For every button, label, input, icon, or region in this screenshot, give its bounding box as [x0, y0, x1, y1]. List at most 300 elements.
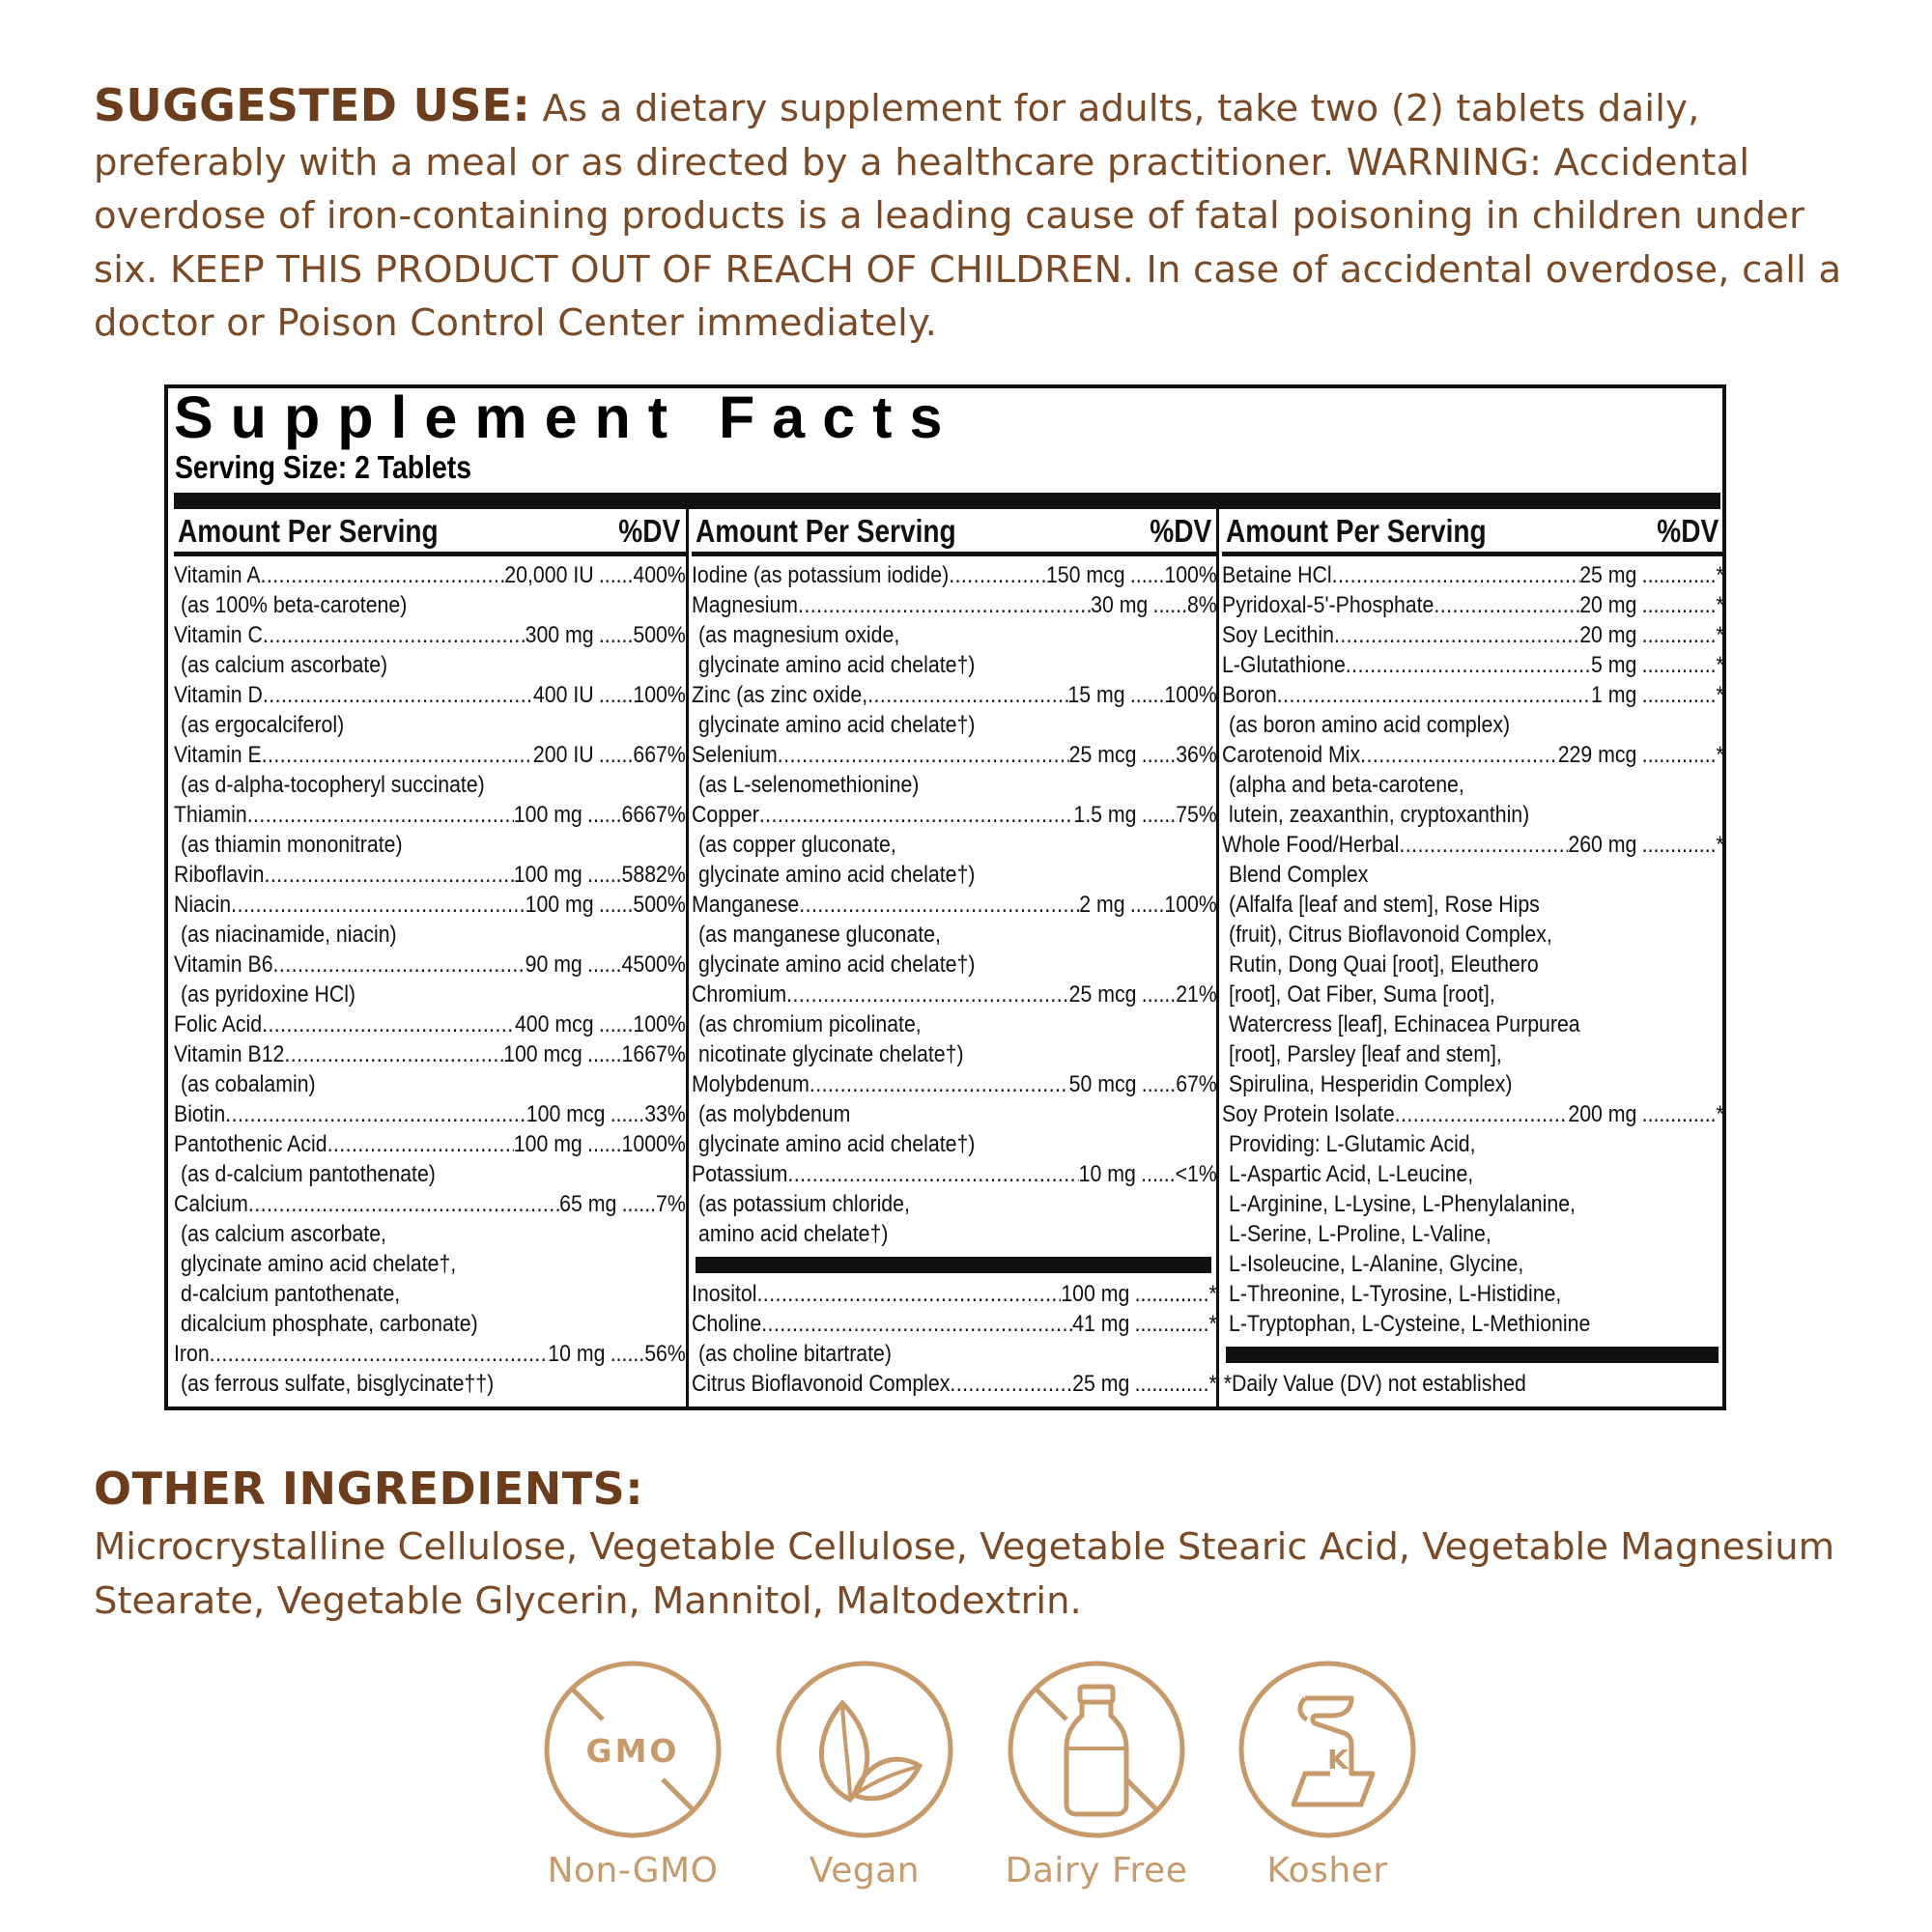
nutrient-name: Pyridoxal-5'-Phosphate: [1222, 592, 1435, 618]
nutrient-amount: 41 mg: [1072, 1311, 1130, 1337]
nutrient-dv: *: [1716, 562, 1724, 588]
nutrient-row: [692, 1369, 1217, 1399]
nutrient-source: L-Arginine, L-Lysine, L-Phenylalanine,: [1229, 1191, 1576, 1217]
nutrient-name: Vitamin B6: [174, 952, 273, 978]
daily-value-footnote: *Daily Value (DV) not established: [1223, 1371, 1526, 1397]
nutrient-name: Riboflavin: [174, 862, 265, 888]
leader-dots: [1277, 680, 1591, 710]
column-header: [692, 508, 1217, 556]
nutrient-row: [1222, 740, 1724, 770]
suggested-use-text: As a dietary supplement for adults, take two (2) tablets daily, preferably with a meal or as directed by a healthcare practitioner. WARNING: Accidental overdose of iron-containing products is a leading cause of fatal poisoning in children under six. KEEP THIS PRODUCT OUT OF REACH OF CHILDREN. In case of accidental overdose, call a doctor or Poison Control Center immediately.: [94, 87, 1842, 345]
nutrient-name: Pantothenic Acid: [174, 1131, 327, 1157]
supplement-facts-panel: [164, 384, 1726, 1410]
nutrient-source: (as thiamin mononitrate): [181, 832, 403, 858]
leader-dots: [225, 1099, 526, 1129]
nutrient-dv: 33%: [644, 1101, 686, 1127]
nutrient-list: [692, 556, 1217, 1399]
nutrient-source: (as chromium picolinate,: [698, 1011, 922, 1037]
nutrient-dv: 1000%: [621, 1131, 686, 1157]
nutrient-source-line: [174, 590, 693, 620]
nutrient-source: L-Aspartic Acid, L-Leucine,: [1229, 1161, 1474, 1187]
leader-dots: ......: [598, 1011, 634, 1037]
nutrient-source-line: [692, 1009, 1224, 1039]
nutrient-source: nicotinate glycinate chelate†): [698, 1041, 964, 1067]
nutrient-source-line: [692, 920, 1224, 950]
nutrient-source-line: [1222, 980, 1731, 1009]
nutrient-amount: 200 mg: [1568, 1101, 1637, 1127]
nutrient-source-line: [1222, 890, 1731, 920]
nutrient-amount: 260 mg: [1568, 832, 1637, 858]
leader-dots: [786, 980, 1068, 1009]
leader-dots: ......: [587, 1131, 622, 1157]
nutrient-row: [174, 1189, 686, 1219]
nutrient-source: L-Isoleucine, L-Alanine, Glycine,: [1229, 1251, 1524, 1277]
nutrient-source-line: [1222, 950, 1731, 980]
nutrient-amount: 100 mg: [1061, 1281, 1130, 1307]
nutrient-amount: 10 mg: [548, 1341, 606, 1367]
nutrient-name: Choline: [692, 1311, 762, 1337]
leader-dots: .............: [1641, 562, 1717, 588]
nutrient-source-line: [174, 1219, 693, 1249]
nutrient-source: Providing: L-Glutamic Acid,: [1229, 1131, 1476, 1157]
nutrient-dv: *: [1716, 682, 1724, 708]
nutrient-source: [root], Oat Fiber, Suma [root],: [1229, 981, 1495, 1008]
nutrient-row: [174, 890, 686, 920]
nutrient-source-line: [174, 1159, 693, 1189]
leader-dots: ......: [1141, 742, 1177, 768]
nutrient-source: (as calcium ascorbate): [181, 652, 388, 678]
nutrient-source: lutein, zeaxanthin, cryptoxanthin): [1229, 802, 1530, 828]
nutrient-source-line: [692, 1339, 1224, 1369]
nutrient-name: Molybdenum: [692, 1071, 810, 1097]
nutrient-row: [174, 860, 686, 890]
nutrient-source: (as potassium chloride,: [698, 1191, 910, 1217]
nutrient-row: [692, 680, 1217, 710]
nutrient-source-line: [692, 1189, 1224, 1219]
nutrient-name: Whole Food/Herbal: [1222, 832, 1400, 858]
nutrient-row: [692, 1279, 1217, 1309]
nutrient-source-line: [174, 770, 693, 800]
nutrient-amount: 10 mg: [1078, 1161, 1136, 1187]
nutrient-name: Inositol: [692, 1281, 757, 1307]
nutrient-amount: 5 mg: [1591, 652, 1637, 678]
nutrient-dv: *: [1716, 622, 1724, 648]
nutrient-source: (as boron amino acid complex): [1229, 712, 1511, 738]
nutrient-source: glycinate amino acid chelate†): [698, 712, 976, 738]
amount-per-serving-label: Amount Per Serving: [696, 513, 956, 549]
badge-label: Vegan: [809, 1851, 921, 1890]
nutrient-amount: 25 mg: [1072, 1371, 1130, 1397]
header-rule: [174, 493, 1720, 509]
leader-dots: [1334, 620, 1579, 650]
nutrient-dv: *: [1716, 832, 1724, 858]
leader-dots: [950, 1369, 1072, 1399]
leader-dots: ......: [1152, 592, 1188, 618]
vegan-leaf-icon: [775, 1660, 954, 1839]
certification-badges: [0, 1660, 1932, 1901]
nutrient-source-line: [1222, 1009, 1731, 1039]
nutrient-name: Copper: [692, 802, 759, 828]
nutrient-row: [692, 1309, 1217, 1339]
leader-dots: ......: [598, 682, 634, 708]
nutrient-name: Potassium: [692, 1161, 788, 1187]
nutrient-amount: 1.5 mg: [1073, 802, 1137, 828]
leader-dots: [273, 950, 526, 980]
nutrient-source: (as L-selenomethionine): [698, 772, 920, 798]
leader-dots: [210, 1339, 549, 1369]
leader-dots: [262, 740, 533, 770]
nutrient-amount: 15 mg: [1067, 682, 1125, 708]
nutrient-source: (as niacinamide, niacin): [181, 922, 397, 948]
nutrient-source: glycinate amino acid chelate†): [698, 952, 976, 978]
nutrient-source-line: [1222, 860, 1731, 890]
nutrient-source-line: [174, 1249, 693, 1279]
leader-dots: [247, 800, 514, 830]
leader-dots: [284, 1039, 503, 1069]
nutrient-dv: 7%: [656, 1191, 686, 1217]
nutrient-source: L-Threonine, L-Tyrosine, L-Histidine,: [1229, 1281, 1562, 1307]
facts-column-2: [692, 508, 1217, 1406]
nutrient-source-line: [1222, 770, 1731, 800]
nutrient-name: Manganese: [692, 892, 800, 918]
nutrient-amount: 2 mg: [1079, 892, 1125, 918]
nutrient-list: [1222, 556, 1724, 1363]
nutrient-amount: 229 mcg: [1557, 742, 1637, 768]
nutrient-name: Soy Lecithin: [1222, 622, 1334, 648]
badge-label: Dairy Free: [1005, 1851, 1188, 1890]
nutrient-amount: 65 mg: [559, 1191, 617, 1217]
nutrient-dv: 1667%: [621, 1041, 686, 1067]
nutrient-name: Niacin: [174, 892, 232, 918]
nutrient-source-line: [174, 1309, 693, 1339]
leader-dots: ......: [1141, 802, 1177, 828]
nutrient-source: (fruit), Citrus Bioflavonoid Complex,: [1229, 922, 1552, 948]
nutrient-row: [174, 950, 686, 980]
nutrient-source-line: [692, 620, 1224, 650]
nutrient-source-line: [174, 1069, 693, 1099]
nutrient-name: L-Glutathione: [1222, 652, 1346, 678]
amount-per-serving-label: Amount Per Serving: [1226, 513, 1487, 549]
nutrient-row: [174, 1339, 686, 1369]
leader-dots: .............: [1641, 1101, 1717, 1127]
nutrient-name: Chromium: [692, 981, 787, 1008]
leader-dots: [263, 680, 533, 710]
nutrient-source: glycinate amino acid chelate†): [698, 652, 976, 678]
nutrient-source: [root], Parsley [leaf and stem],: [1229, 1041, 1502, 1067]
badge-label: Kosher: [1266, 1851, 1388, 1890]
leader-dots: .............: [1641, 832, 1717, 858]
nutrient-amount: 100 mg: [513, 862, 582, 888]
nutrient-source: (alpha and beta-carotene,: [1229, 772, 1464, 798]
nutrient-source-line: [692, 1099, 1224, 1129]
nutrient-source: L-Tryptophan, L-Cysteine, L-Methionine: [1229, 1311, 1591, 1337]
leader-dots: .............: [1641, 742, 1717, 768]
nutrient-row: [174, 680, 686, 710]
nutrient-name: Folic Acid: [174, 1011, 263, 1037]
nutrient-source-line: [174, 980, 693, 1009]
nutrient-source-line: [692, 1039, 1224, 1069]
nutrient-source-line: [174, 920, 693, 950]
nutrient-dv: 500%: [633, 622, 686, 648]
nutrient-row: [1222, 1099, 1724, 1129]
nutrient-amount: 400 IU: [532, 682, 594, 708]
serving-size: Serving Size: 2 Tablets: [175, 449, 472, 485]
nutrient-source: (as d-alpha-tocopheryl succinate): [181, 772, 485, 798]
nutrient-source: (as 100% beta-carotene): [181, 592, 408, 618]
leader-dots: .............: [1134, 1311, 1209, 1337]
nutrient-dv: *: [1208, 1281, 1217, 1307]
leader-dots: [262, 1009, 515, 1039]
nutrient-dv: *: [1716, 1101, 1724, 1127]
nutrient-source-line: [1222, 1039, 1731, 1069]
nutrient-source-line: [1222, 800, 1731, 830]
nutrient-source-line: [1222, 1219, 1731, 1249]
nutrient-amount: 20 mg: [1579, 622, 1637, 648]
nutrient-source: amino acid chelate†): [698, 1221, 889, 1247]
nutrient-amount: 400 mcg: [514, 1011, 594, 1037]
nutrient-dv: *: [1716, 592, 1724, 618]
suggested-use-heading: SUGGESTED USE:: [94, 79, 531, 131]
nutrient-amount: 100 mg: [525, 892, 594, 918]
amount-per-serving-label: Amount Per Serving: [178, 513, 439, 549]
nutrient-name: Soy Protein Isolate: [1222, 1101, 1395, 1127]
nutrient-name: Thiamin: [174, 802, 247, 828]
nutrient-row: [174, 1039, 686, 1069]
nutrient-dv: *: [1716, 652, 1724, 678]
nutrient-source: (Alfalfa [leaf and stem], Rose Hips: [1229, 892, 1540, 918]
nutrient-amount: 25 mcg: [1068, 742, 1137, 768]
leader-dots: ......: [587, 862, 622, 888]
nutrient-dv: <1%: [1175, 1161, 1217, 1187]
nutrient-source: (as choline bitartrate): [698, 1341, 892, 1367]
leader-dots: ......: [1129, 682, 1165, 708]
leader-dots: ......: [610, 1101, 645, 1127]
leader-dots: [1360, 740, 1558, 770]
nutrient-amount: 150 mcg: [1045, 562, 1125, 588]
leader-dots: ......: [598, 892, 634, 918]
leader-dots: .............: [1641, 652, 1717, 678]
nutrient-name: Carotenoid Mix: [1222, 742, 1361, 768]
leader-dots: [949, 560, 1046, 590]
non-gmo-icon: [543, 1660, 723, 1839]
leader-dots: [787, 1159, 1078, 1189]
nutrient-list: [174, 556, 686, 1399]
suggested-use-paragraph: [94, 79, 1881, 351]
nutrient-row: [1222, 590, 1724, 620]
nutrient-source: Spirulina, Hesperidin Complex): [1229, 1071, 1513, 1097]
nutrient-name: Biotin: [174, 1101, 226, 1127]
nutrient-dv: 56%: [644, 1341, 686, 1367]
leader-dots: ......: [598, 562, 634, 588]
nutrient-source-line: [692, 1219, 1224, 1249]
nutrient-source: (as ferrous sulfate, bisglycinate††): [181, 1371, 495, 1397]
leader-dots: [1434, 590, 1579, 620]
nutrient-source: (as magnesium oxide,: [698, 622, 900, 648]
leader-dots: [810, 1069, 1069, 1099]
nutrient-row: [1222, 620, 1724, 650]
nutrient-dv: 5882%: [621, 862, 686, 888]
nutrient-amount: 25 mg: [1579, 562, 1637, 588]
leader-dots: .............: [1134, 1371, 1209, 1397]
nutrient-source: (as molybdenum: [698, 1101, 851, 1127]
nutrient-name: Iron: [174, 1341, 210, 1367]
nutrient-name: Vitamin B12: [174, 1041, 285, 1067]
nutrient-dv: 400%: [633, 562, 686, 588]
nutrient-row: [692, 590, 1217, 620]
nutrient-source-line: [1222, 1159, 1731, 1189]
nutrient-name: Citrus Bioflavonoid Complex: [692, 1371, 951, 1397]
nutrient-dv: 75%: [1176, 802, 1217, 828]
nutrient-source: Blend Complex: [1229, 862, 1369, 888]
nutrient-amount: 30 mg: [1091, 592, 1149, 618]
nutrient-name: Vitamin C: [174, 622, 263, 648]
nutrient-source-line: [692, 830, 1224, 860]
nutrient-name: Vitamin D: [174, 682, 263, 708]
nutrient-dv: 500%: [633, 892, 686, 918]
nutrient-source-line: [692, 950, 1224, 980]
dv-label: %DV: [1657, 513, 1719, 549]
other-ingredients-heading: OTHER INGREDIENTS:: [94, 1463, 644, 1515]
leader-dots: [1346, 650, 1591, 680]
nutrient-source-line: [692, 1129, 1224, 1159]
leader-dots: [761, 1309, 1072, 1339]
leader-dots: ......: [598, 742, 634, 768]
nutrient-dv: 21%: [1176, 981, 1217, 1008]
supplement-facts-title: Supplement Facts: [174, 384, 960, 450]
dairy-free-bottle-icon: [1007, 1660, 1186, 1839]
leader-dots: [798, 590, 1091, 620]
badge-dairy-free: [1000, 1660, 1193, 1890]
nutrient-row: [174, 1009, 686, 1039]
nutrient-name: Iodine (as potassium iodide): [692, 562, 950, 588]
leader-dots: .............: [1641, 682, 1717, 708]
leader-dots: ......: [1141, 1071, 1177, 1097]
nutrient-dv: 100%: [1164, 562, 1217, 588]
nutrient-name: Vitamin A: [174, 562, 261, 588]
leader-dots: ......: [1141, 981, 1177, 1008]
nutrient-source-line: [174, 830, 693, 860]
badge-vegan: [768, 1660, 961, 1890]
nutrient-dv: *: [1208, 1371, 1217, 1397]
nutrient-source-line: [692, 710, 1224, 740]
nutrient-source: (as d-calcium pantothenate): [181, 1161, 436, 1187]
nutrient-dv: *: [1716, 742, 1724, 768]
leader-dots: ......: [587, 952, 622, 978]
nutrient-amount: 20,000 IU: [504, 562, 594, 588]
leader-dots: [1395, 1099, 1569, 1129]
nutrient-dv: 8%: [1187, 592, 1217, 618]
nutrient-name: Vitamin E: [174, 742, 262, 768]
nutrient-amount: 50 mcg: [1068, 1071, 1137, 1097]
nutrient-source-line: [1222, 1189, 1731, 1219]
nutrient-amount: 300 mg: [525, 622, 594, 648]
leader-dots: [1399, 830, 1568, 860]
section-divider: [696, 1257, 1211, 1273]
nutrient-source: (as manganese gluconate,: [698, 922, 941, 948]
nutrient-dv: 6667%: [621, 802, 686, 828]
column-header: [1222, 508, 1724, 556]
nutrient-source-line: [1222, 1279, 1731, 1309]
nutrient-source: (as cobalamin): [181, 1071, 316, 1097]
nutrient-row: [174, 620, 686, 650]
nutrient-row: [692, 980, 1217, 1009]
nutrient-source-line: [1222, 1129, 1731, 1159]
nutrient-dv: 4500%: [621, 952, 686, 978]
nutrient-row: [1222, 830, 1724, 860]
nutrient-amount: 20 mg: [1579, 592, 1637, 618]
leader-dots: ......: [1129, 892, 1165, 918]
badge-label: Non-GMO: [547, 1851, 719, 1890]
leader-dots: [799, 890, 1079, 920]
nutrient-row: [692, 1069, 1217, 1099]
nutrient-source: (as calcium ascorbate,: [181, 1221, 386, 1247]
nutrient-source: glycinate amino acid chelate†): [698, 862, 976, 888]
nutrient-row: [692, 740, 1217, 770]
leader-dots: [867, 680, 1067, 710]
nutrient-source-line: [692, 860, 1224, 890]
leader-dots: [756, 1279, 1061, 1309]
leader-dots: [327, 1129, 514, 1159]
nutrient-amount: 100 mcg: [526, 1101, 606, 1127]
leader-dots: [261, 560, 505, 590]
facts-column-3: [1222, 508, 1724, 1406]
nutrient-dv: *: [1208, 1311, 1217, 1337]
nutrient-source: Watercress [leaf], Echinacea Purpurea: [1229, 1011, 1580, 1037]
nutrient-row: [174, 1129, 686, 1159]
nutrient-dv: 100%: [1164, 892, 1217, 918]
facts-column-1: [174, 508, 686, 1406]
nutrient-source: L-Serine, L-Proline, L-Valine,: [1229, 1221, 1492, 1247]
leader-dots: [264, 860, 513, 890]
nutrient-dv: 100%: [633, 682, 686, 708]
leader-dots: [248, 1189, 559, 1219]
nutrient-source-line: [1222, 710, 1731, 740]
nutrient-amount: 100 mg: [513, 1131, 582, 1157]
leader-dots: ......: [610, 1341, 645, 1367]
nutrient-name: Betaine HCl: [1222, 562, 1332, 588]
nutrient-row: [692, 800, 1217, 830]
nutrient-source-line: [174, 1279, 693, 1309]
leader-dots: ......: [621, 1191, 657, 1217]
nutrient-source: glycinate amino acid chelate†): [698, 1131, 976, 1157]
nutrient-row: [174, 800, 686, 830]
nutrient-source-line: [1222, 920, 1731, 950]
nutrient-source: (as copper gluconate,: [698, 832, 896, 858]
nutrient-amount: 200 IU: [532, 742, 594, 768]
nutrient-dv: 100%: [633, 1011, 686, 1037]
leader-dots: ......: [1129, 562, 1165, 588]
nutrient-row: [1222, 680, 1724, 710]
section-divider: [1226, 1347, 1719, 1363]
leader-dots: ......: [587, 802, 622, 828]
nutrient-name: Selenium: [692, 742, 778, 768]
nutrient-source: (as ergocalciferol): [181, 712, 345, 738]
kosher-k-text: K: [1327, 1744, 1349, 1776]
nutrient-amount: 25 mcg: [1068, 981, 1137, 1008]
nutrient-dv: 36%: [1176, 742, 1217, 768]
leader-dots: ......: [598, 622, 634, 648]
badge-non-gmo: [536, 1660, 729, 1890]
dv-label: %DV: [1150, 513, 1211, 549]
leader-dots: [1332, 560, 1580, 590]
nutrient-name: Zinc (as zinc oxide,: [692, 682, 868, 708]
nutrient-source-line: [1222, 1249, 1731, 1279]
leader-dots: [263, 620, 526, 650]
nutrient-row: [1222, 560, 1724, 590]
nutrient-dv: 667%: [633, 742, 686, 768]
nutrient-dv: 100%: [1164, 682, 1217, 708]
leader-dots: ......: [1141, 1161, 1176, 1187]
